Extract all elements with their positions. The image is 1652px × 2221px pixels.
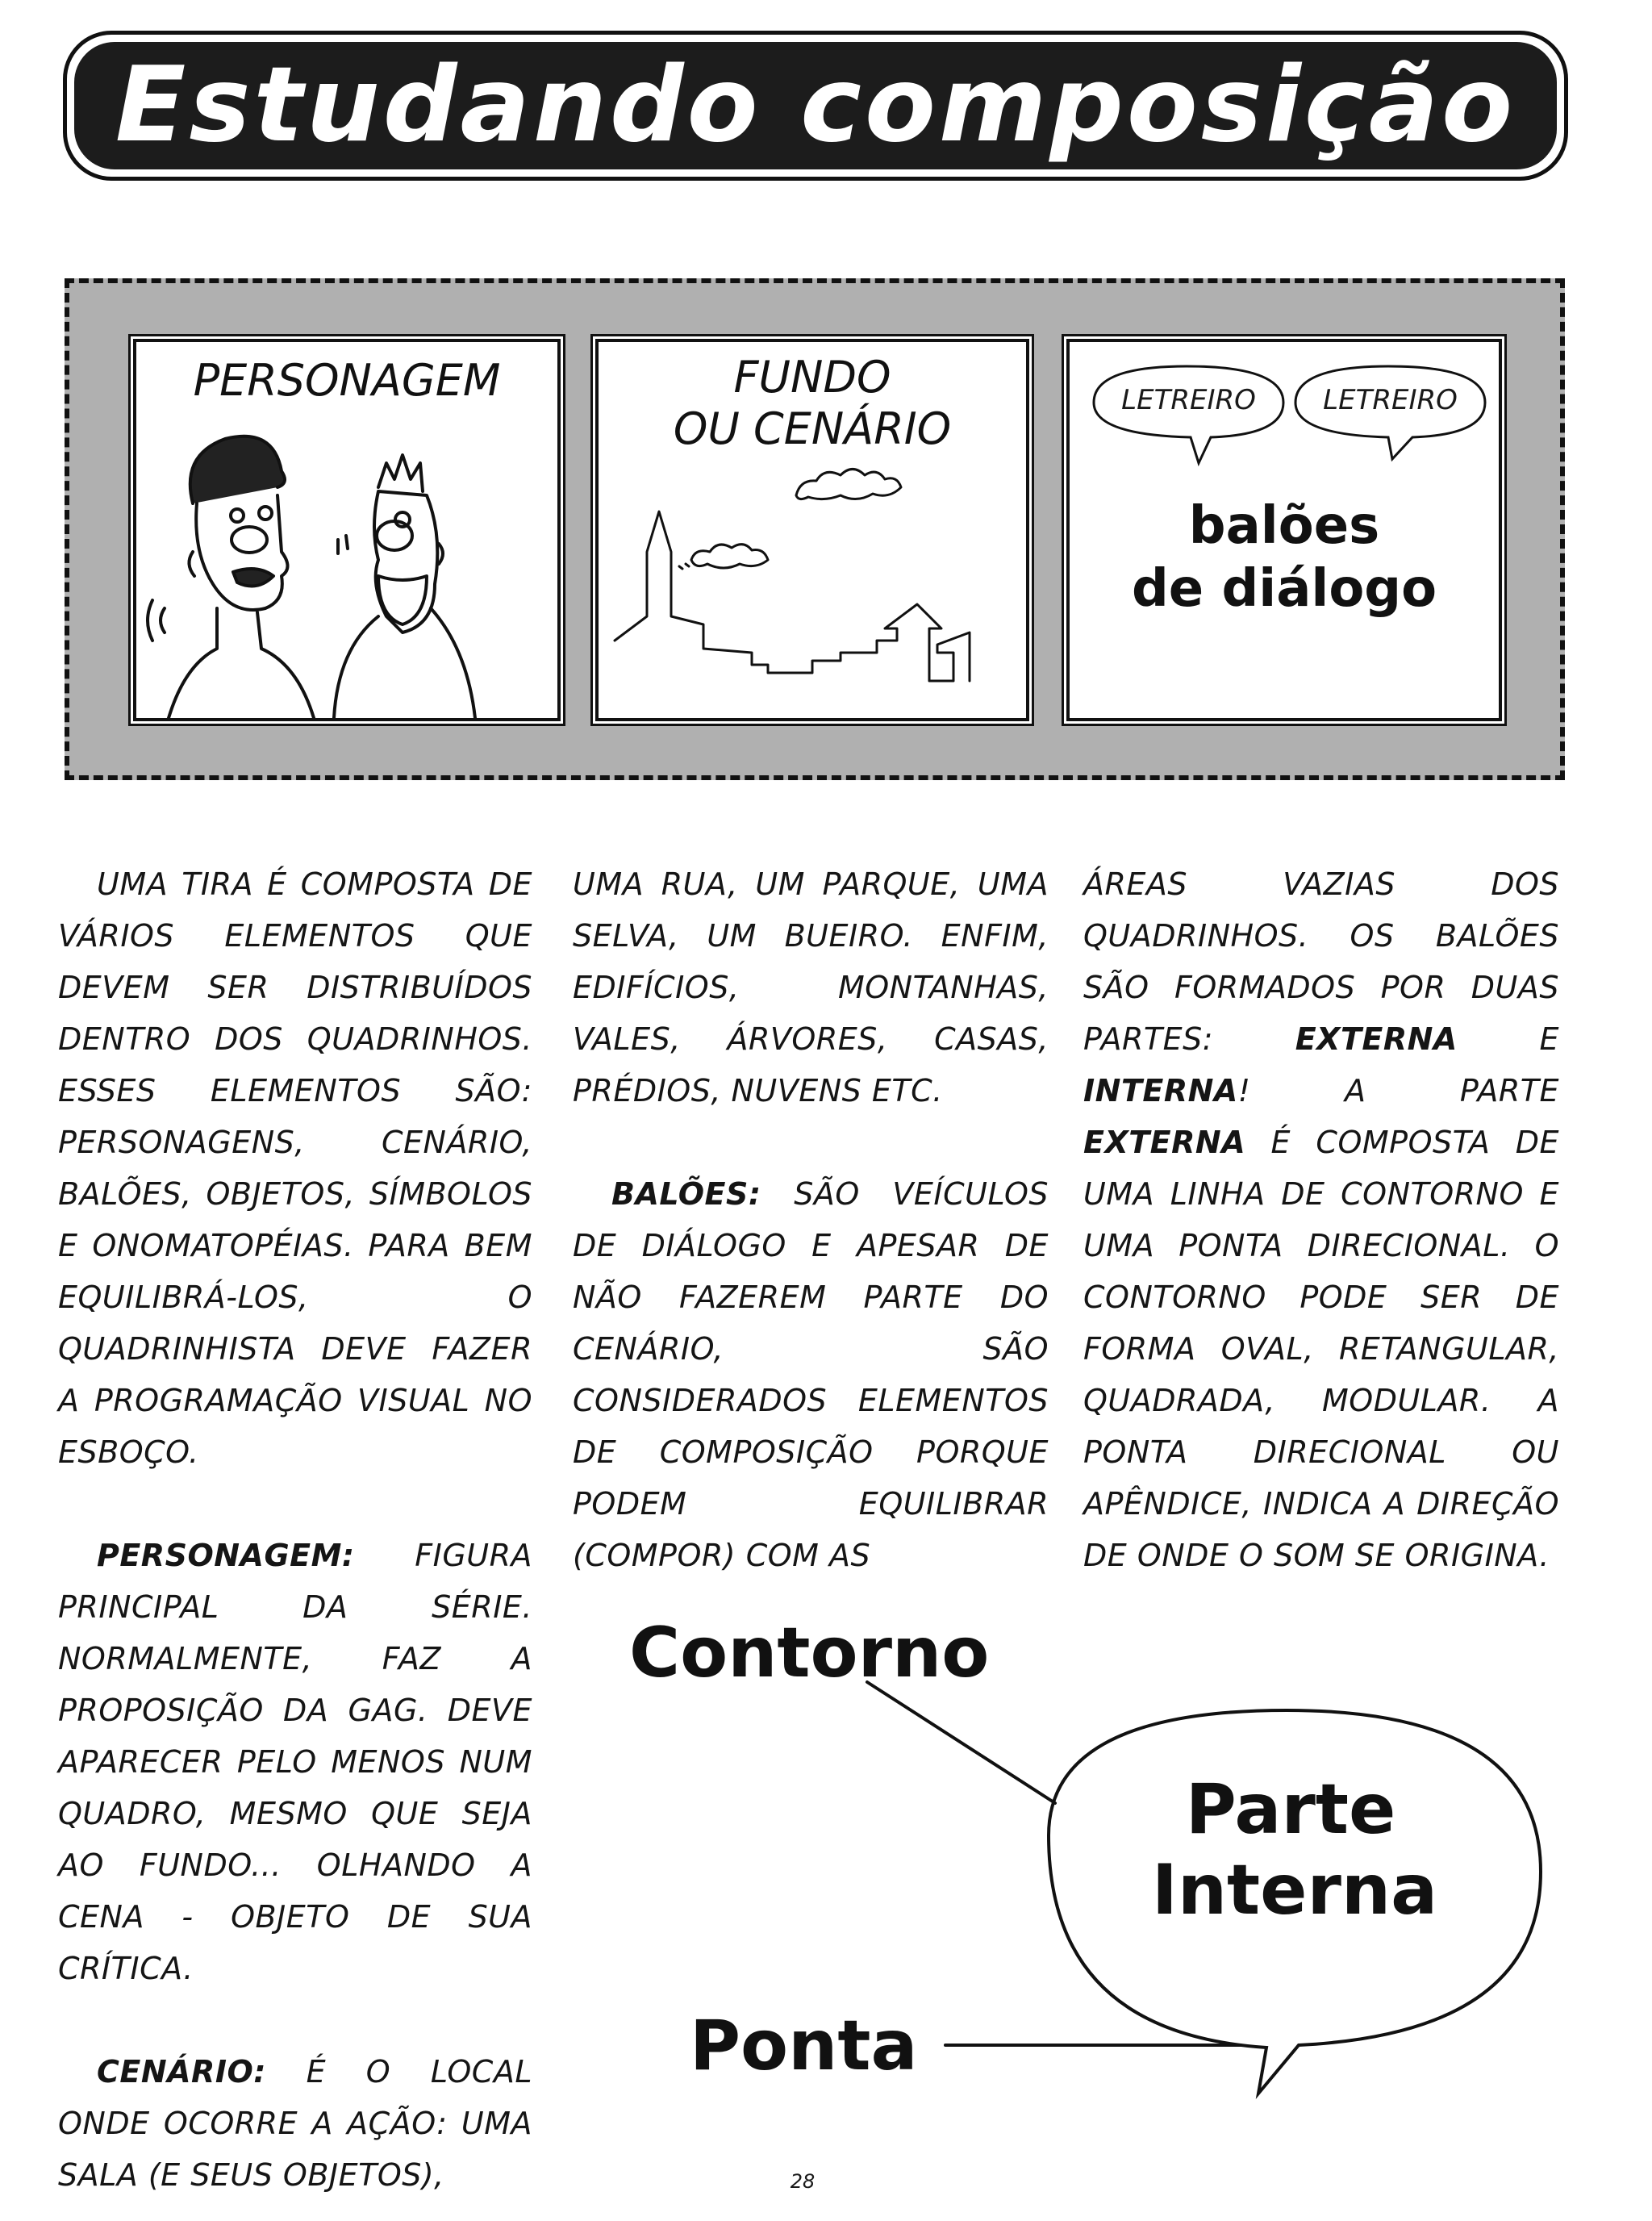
contorno-label: Contorno bbox=[629, 1613, 990, 1693]
baloes-continued bbox=[1083, 858, 1559, 1581]
baloes-text: SÃO VEÍCULOS DE DIÁLOGO E APESAR DE NÃO FAZEREM PARTE DO CENÁRIO, SÃO CONSIDERADOS ELEMENTOS DE COMPOSIÇÃO PORQUE PODEM EQUILIBRAR (COMPOR) COM AS bbox=[573, 1176, 1049, 1573]
balloon-2-text: LETREIRO bbox=[1323, 384, 1458, 416]
panel-3-caption-line2: de diálogo bbox=[1131, 559, 1437, 619]
panel-1-title: PERSONAGEM bbox=[193, 355, 501, 406]
parte-label: Parte bbox=[1185, 1769, 1396, 1850]
page-number: 28 bbox=[790, 2170, 816, 2193]
contorno-description: É COMPOSTA DE UMA LINHA DE CONTORNO E UMA PONTA DIRECIONAL. O CONTORNO PODE SER DE FORMA OVAL, RETANGULAR, QUADRADA, MODULAR. A PONTA DIRECIONAL OU APÊNDICE, INDICA A DIREÇÃO DE ONDE O SOM SE ORIGINA. bbox=[1083, 1125, 1559, 1573]
cenario-label: CENÁRIO: bbox=[97, 2054, 266, 2089]
parte-text: ! A PARTE bbox=[1237, 1073, 1559, 1108]
contorno-pointer-line bbox=[867, 1682, 1055, 1803]
text-column-2 bbox=[573, 858, 1049, 1581]
interna-label: Interna bbox=[1151, 1850, 1438, 1931]
baloes-paragraph bbox=[573, 1168, 1049, 1581]
text-column-3 bbox=[1083, 858, 1559, 1581]
balloon-anatomy-diagram bbox=[597, 1605, 1565, 2138]
panel-baloes bbox=[1066, 339, 1502, 721]
panel-3-caption-line1: balões bbox=[1188, 496, 1380, 556]
baloes-label: BALÕES: bbox=[611, 1176, 761, 1212]
personagem-paragraph bbox=[58, 1530, 532, 1994]
cenario-continued: UMA RUA, UM PARQUE, UMA SELVA, UM BUEIRO. ENFIM, EDIFÍCIOS, MONTANHAS, VALES, ÁRVORES, CASAS, PRÉDIOS, NUVENS ETC. bbox=[573, 866, 1049, 1108]
intro-text: UMA TIRA É COMPOSTA DE VÁRIOS ELEMENTOS QUE DEVEM SER DISTRIBUÍDOS DENTRO DOS QUADRINHOS. ESSES ELEMENTOS SÃO: PERSONAGENS, CENÁRIO, BALÕES, OBJETOS, SÍMBOLOS E ONOMATOPÉIAS. PARA BEM EQUILIBRÁ-LOS, O QUADRINHISTA DEVE FAZER A PROGRAMAÇÃO VISUAL NO ESBOÇO. bbox=[58, 866, 532, 1470]
intro-paragraph bbox=[58, 858, 532, 1478]
cenario-text: É O LOCAL ONDE OCORRE A AÇÃO: UMA SALA (E SEUS OBJETOS), bbox=[58, 2054, 532, 2193]
panel-personagem bbox=[133, 339, 561, 721]
personagem-text: FIGURA PRINCIPAL DA SÉRIE. NORMALMENTE, FAZ A PROPOSIÇÃO DA GAG. DEVE APARECER PELO MENOS NUM QUADRO, MESMO QUE SEJA AO FUNDO... OLHANDO A CENA - OBJETO DE SUA CRÍTICA. bbox=[58, 1538, 532, 1986]
personagem-label: PERSONAGEM: bbox=[97, 1538, 355, 1573]
characters-illustration bbox=[136, 342, 557, 718]
externa-term-2: EXTERNA bbox=[1083, 1125, 1246, 1160]
panel-2-title-line1: FUNDO bbox=[733, 352, 891, 403]
interna-term: INTERNA bbox=[1083, 1073, 1238, 1108]
externa-term: EXTERNA bbox=[1295, 1021, 1458, 1057]
cenario-paragraph bbox=[58, 2046, 532, 2201]
and-text: E bbox=[1457, 1021, 1559, 1057]
page-title: Estudando composição bbox=[115, 45, 1516, 165]
title-banner bbox=[74, 42, 1557, 169]
ponta-label: Ponta bbox=[690, 2006, 918, 2086]
panel-2-title-line2: OU CENÁRIO bbox=[673, 403, 952, 454]
text-column-1 bbox=[58, 858, 532, 2201]
balloon-1-text: LETREIRO bbox=[1121, 384, 1256, 416]
panel-cenario bbox=[595, 339, 1029, 721]
scenery-illustration bbox=[599, 342, 1026, 718]
baloes-continued-text: ÁREAS VAZIAS DOS QUADRINHOS. OS BALÕES SÃO FORMADOS POR DUAS PARTES: bbox=[1083, 866, 1559, 1057]
